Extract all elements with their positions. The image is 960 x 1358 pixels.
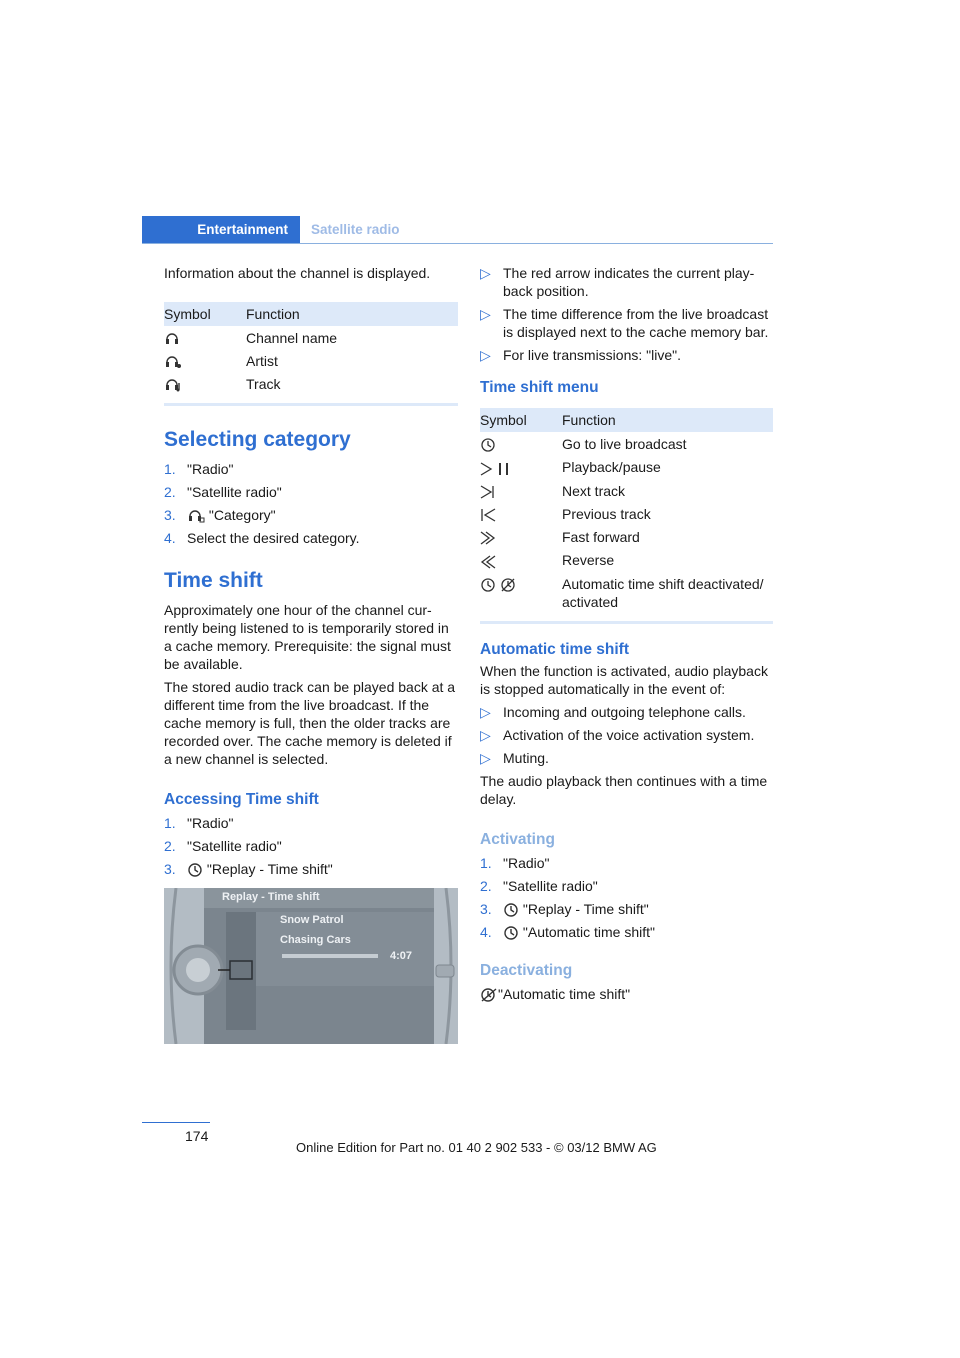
list-item: ▷ The time difference from the live broadcast is displayed next to the cache memory bar. xyxy=(480,306,769,340)
section-title-deactivating: Deactivating xyxy=(480,961,573,979)
section-title-menu: Time shift menu xyxy=(480,379,599,396)
table-row xyxy=(480,572,773,613)
previous-track-icon xyxy=(480,507,496,523)
activating-steps xyxy=(480,854,773,941)
table-cell-function: Fast forward xyxy=(562,529,640,546)
auto-timeshift-icon xyxy=(503,926,519,940)
table-cell-function: Previous track xyxy=(562,505,651,522)
list-item: 2. "Satellite radio" xyxy=(164,484,282,500)
section-title-activating: Activating xyxy=(480,830,555,848)
table-header-symbol: Symbol xyxy=(164,302,246,326)
table-row xyxy=(480,455,773,478)
table-row xyxy=(480,525,773,548)
screen-time: 4:07 xyxy=(390,950,413,962)
list-item: 4. Select the desired category. xyxy=(164,530,360,546)
category-icon xyxy=(187,509,205,523)
table-row xyxy=(164,326,458,349)
table-row xyxy=(480,432,773,455)
bullet-arrow-icon: ▷ xyxy=(480,347,491,363)
section-title-selecting: Selecting category xyxy=(164,428,351,451)
list-item: ▷ For live transmissions: "live". xyxy=(480,347,681,363)
list-item: ▷ Incoming and outgoing telephone calls. xyxy=(480,703,746,720)
table-header-symbol: Symbol xyxy=(480,408,562,432)
screen-title: Replay - Time shift xyxy=(222,891,320,903)
table-cell-function: Automatic time shift deactivated/ activated xyxy=(562,575,764,610)
playback-bullets xyxy=(480,264,773,364)
list-item: 3. "Category" xyxy=(164,507,276,523)
table-cell-function: Channel name xyxy=(246,330,338,346)
table-row xyxy=(480,548,773,571)
accessing-steps xyxy=(164,814,458,878)
table-row xyxy=(480,479,773,502)
auto-timeshift-off-icon xyxy=(480,988,498,1002)
bullet-arrow-icon: ▷ xyxy=(480,306,491,322)
channel-name-icon xyxy=(164,332,182,346)
table-cell-function: Go to live broadcast xyxy=(562,436,687,452)
bullet-arrow-icon: ▷ xyxy=(480,703,491,720)
list-item: 3. "Replay - Time shift" xyxy=(480,900,649,917)
auto-bullets xyxy=(480,703,773,767)
table-cell-function: Reverse xyxy=(562,552,615,569)
reverse-icon xyxy=(480,554,496,570)
list-item: 3. "Replay - Time shift" xyxy=(164,861,333,877)
screen-track: Chasing Cars xyxy=(280,934,351,946)
list-item: ▷ Activation of the voice activation system. xyxy=(480,726,755,743)
timeshift-paragraph-1: Approximately one hour of the channel cur-rently being listened to is temporarily stored in a cache memory. Prerequisite: the signal must be available. xyxy=(164,602,451,672)
table-cell-function: Playback/pause xyxy=(562,459,661,476)
artist-icon xyxy=(164,355,182,369)
timeshift-menu-table xyxy=(480,408,773,624)
list-item: 2. "Satellite radio" xyxy=(164,838,282,854)
list-item: ▷ The red arrow indicates the current play-back position. xyxy=(480,265,755,299)
list-item: 1. "Radio" xyxy=(164,461,234,477)
table-cell-function: Track xyxy=(246,376,281,392)
idrive-screenshot xyxy=(164,888,458,1044)
left-column xyxy=(164,264,458,883)
table-cell-function: Artist xyxy=(246,353,278,369)
fast-forward-icon xyxy=(480,530,496,546)
bullet-arrow-icon: ▷ xyxy=(480,749,491,766)
table-row xyxy=(164,372,458,395)
track-icon xyxy=(164,378,182,392)
list-item: 4. "Automatic time shift" xyxy=(480,923,655,940)
table-header-function: Function xyxy=(562,408,773,432)
selecting-steps xyxy=(164,460,458,547)
table-header-function: Function xyxy=(246,302,458,326)
bullet-arrow-icon: ▷ xyxy=(480,726,491,743)
table-cell-function: Next track xyxy=(562,482,626,499)
section-title-accessing: Accessing Time shift xyxy=(164,791,319,808)
list-item: 2. "Satellite radio" xyxy=(480,877,598,894)
list-item: ▷ Muting. xyxy=(480,749,549,766)
next-track-icon xyxy=(480,484,496,500)
auto-timeshift-icon xyxy=(480,577,518,593)
section-tab: Entertainment xyxy=(142,216,300,243)
live-broadcast-icon xyxy=(480,437,496,453)
table-row xyxy=(480,502,773,525)
page-number: 174 xyxy=(185,1128,209,1144)
list-item: 1. "Radio" xyxy=(164,815,234,831)
replay-icon xyxy=(187,863,203,877)
subsection-label: Satellite radio xyxy=(311,222,400,237)
replay-icon xyxy=(503,903,519,917)
footer-rule xyxy=(142,1122,210,1123)
list-item: 1. "Radio" xyxy=(480,854,550,871)
section-title-timeshift: Time shift xyxy=(164,569,263,592)
section-title-auto: Automatic time shift xyxy=(480,640,629,658)
footer-text: Online Edition for Part no. 01 40 2 902 533 - © 03/12 BMW AG xyxy=(296,1140,657,1155)
intro-text: Information about the channel is displayed. xyxy=(164,265,431,281)
auto-paragraph-2: The audio playback then continues with a time delay. xyxy=(480,772,768,807)
auto-paragraph-1: When the function is activated, audio playback is stopped automatically in the event of: xyxy=(480,662,768,697)
bullet-arrow-icon: ▷ xyxy=(480,265,491,281)
channel-info-table xyxy=(164,302,458,406)
table-row xyxy=(164,349,458,372)
page-header xyxy=(142,216,773,244)
right-column xyxy=(480,264,773,1003)
play-pause-icon xyxy=(480,461,516,477)
timeshift-paragraph-2: The stored audio track can be played back at a different time from the live broadcast. If the cache memory is full, then the older tracks are recorded over. The cache memory is deleted if a new channel is selected. xyxy=(164,679,456,767)
idrive-illustration xyxy=(164,888,458,1044)
deactivating-line: "Automatic time shift" xyxy=(480,985,773,1003)
screen-artist: Snow Patrol xyxy=(280,914,344,926)
